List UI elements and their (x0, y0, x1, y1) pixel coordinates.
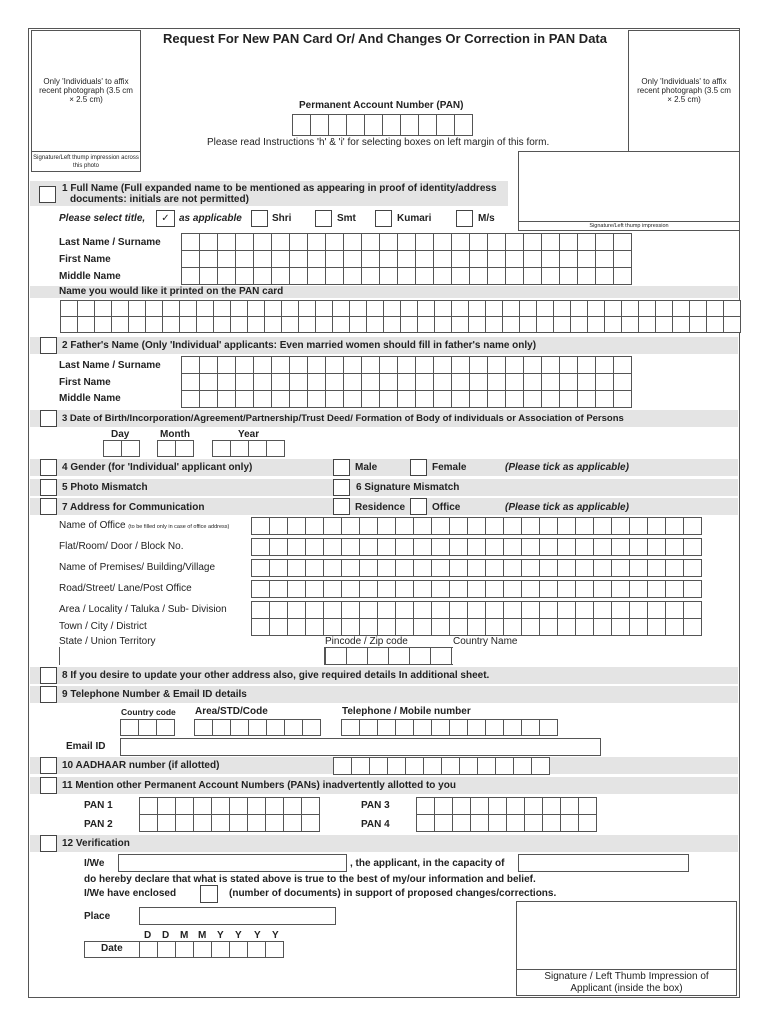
address-note: (Please tick as applicable) (505, 502, 629, 513)
address-office-checkbox[interactable] (410, 498, 427, 515)
section-12-band (30, 835, 738, 852)
place-input[interactable] (139, 907, 336, 925)
state-country-row (59, 647, 710, 665)
place-label: Place (84, 911, 111, 922)
town-label: Town / City / District (59, 621, 147, 632)
enclosed-label: I/We have enclosed (84, 888, 177, 899)
photo-signature-caption: Signature/Left thump impression across this photo (32, 151, 140, 171)
telephone-label: Telephone / Mobile number (342, 706, 471, 717)
date-letter: D (162, 930, 170, 941)
title-label-shri: Shri (272, 213, 292, 224)
section-1-checkbox[interactable] (39, 186, 56, 203)
s1-first-name-label: First Name (59, 254, 111, 265)
instructions-note: Please read Instructions 'h' & 'i' for selecting boxes on left margin of this form. (207, 137, 550, 148)
country-code-boxes[interactable] (120, 719, 175, 736)
gender-female-label: Female (432, 462, 467, 473)
section-11-heading: 11 Mention other Permanent Account Numbers (PANs) inadvertently allotted to you (62, 780, 456, 791)
section-1-heading: 1 Full Name (Full expanded name to be mentioned as appearing in proof of identity/address (62, 183, 497, 194)
photo-box-right[interactable] (628, 30, 740, 154)
area-code-boxes[interactable] (194, 719, 321, 736)
section-3-heading: 3 Date of Birth/Incorporation/Agreement/Partnership/Trust Deed/ Formation of Body of individuals or Association of Persons (62, 413, 624, 424)
s2-middle-name-label: Middle Name (59, 393, 121, 404)
section-6-checkbox[interactable] (333, 479, 350, 496)
address-office-label: Office (432, 502, 461, 513)
title-checkbox-ms[interactable] (456, 210, 473, 227)
section-1-heading-line2: documents: initials are not permitted) (70, 194, 249, 205)
form-title: Request For New PAN Card Or/ And Changes Or Correction in PAN Data (163, 31, 607, 46)
title-checkbox-shri[interactable] (251, 210, 268, 227)
declaration-text: do hereby declare that what is stated above is true to the best of my/our information and belief. (84, 874, 536, 885)
photo-instructions-right: Only 'Individuals' to affix recent photograph (3.5 cm × 2.5 cm) (637, 77, 731, 104)
office-name-note: (to be filled only in case of office address) (128, 524, 230, 530)
country-input[interactable] (453, 647, 710, 665)
documents-count-box[interactable] (200, 885, 218, 903)
photo-instructions: Only 'Individuals' to affix recent photograph (3.5 cm × 2.5 cm) (39, 77, 133, 104)
pan2-label: PAN 2 (84, 819, 113, 830)
flat-label: Flat/Room/ Door / Block No. (59, 541, 184, 552)
section-5-heading: 5 Photo Mismatch (62, 482, 148, 493)
select-title-label: Please select title, (59, 213, 146, 224)
applicant-name-input[interactable] (118, 854, 347, 872)
country-code-label: Country code (121, 707, 176, 717)
date-label-box (84, 941, 140, 958)
dob-month-boxes[interactable] (157, 440, 194, 457)
s1-middle-name-label: Middle Name (59, 271, 121, 282)
pan1-pan2-grid[interactable] (139, 797, 320, 832)
s2-first-name-label: First Name (59, 377, 111, 388)
dob-year-label: Year (238, 429, 260, 440)
office-name-label (59, 520, 229, 531)
office-name-text: Name of Office (59, 520, 126, 531)
date-letter: Y (272, 930, 279, 941)
email-label: Email ID (66, 741, 106, 752)
dob-day-label: Day (111, 429, 130, 440)
section-4-heading: 4 Gender (for 'Individual' applicant only) (62, 462, 253, 473)
title-checkbox-smt[interactable] (315, 210, 332, 227)
flat-grid[interactable] (251, 538, 702, 556)
email-input[interactable] (120, 738, 601, 756)
title-label-smt: Smt (337, 213, 356, 224)
date-letter: Y (235, 930, 242, 941)
section-9-heading: 9 Telephone Number & Email ID details (62, 689, 247, 700)
title-label-ms: M/s (478, 213, 495, 224)
pincode-boxes[interactable] (325, 647, 452, 665)
office-name-grid[interactable] (251, 517, 702, 535)
section-2-checkbox[interactable] (40, 337, 57, 354)
section-10-checkbox[interactable] (40, 757, 57, 774)
section-5-checkbox[interactable] (40, 479, 57, 496)
pan4-label: PAN 4 (361, 819, 390, 830)
gender-male-label: Male (355, 462, 378, 473)
area-town-grid[interactable] (251, 601, 702, 636)
section-7-heading: 7 Address for Communication (62, 502, 205, 513)
area-label: Area / Locality / Taluka / Sub- Division (59, 604, 227, 615)
gender-note: (Please tick as applicable) (505, 462, 629, 473)
applicant-signature-box[interactable] (516, 901, 737, 996)
section-11-checkbox[interactable] (40, 777, 57, 794)
pan3-label: PAN 3 (361, 800, 390, 811)
print-name-label: Name you would like it printed on the PAN card (59, 286, 284, 297)
as-applicable-label: as applicable (179, 213, 242, 224)
section-12-heading: 12 Verification (62, 838, 130, 849)
signature-box-top[interactable] (518, 151, 740, 231)
s1-last-name-label: Last Name / Surname (59, 237, 161, 248)
road-grid[interactable] (251, 580, 702, 598)
gender-male-checkbox[interactable] (333, 459, 350, 476)
title-label-kumari: Kumari (397, 213, 432, 224)
photo-box-left[interactable] (31, 30, 141, 172)
section-9-checkbox[interactable] (40, 686, 57, 703)
premises-label: Name of Premises/ Building/Village (59, 562, 216, 573)
state-label: State / Union Territory (59, 636, 156, 647)
aadhaar-boxes[interactable] (333, 757, 550, 775)
s2-last-name-label: Last Name / Surname (59, 360, 161, 371)
s1-name-grid[interactable] (181, 233, 632, 285)
pan-label: Permanent Account Number (PAN) (299, 100, 464, 111)
date-letter: Y (254, 930, 261, 941)
date-letter: M (198, 930, 207, 941)
pan1-label: PAN 1 (84, 800, 113, 811)
pincode-label: Pincode / Zip code (325, 636, 408, 647)
title-tick-example: ✓ (156, 210, 175, 227)
print-name-grid[interactable] (60, 300, 741, 333)
capacity-input[interactable] (518, 854, 689, 872)
iwe-label: I/We (84, 858, 105, 869)
section-4-checkbox[interactable] (40, 459, 57, 476)
date-letter: D (144, 930, 152, 941)
state-input[interactable] (60, 647, 325, 665)
date-boxes[interactable] (139, 941, 284, 958)
title-checkbox-kumari[interactable] (375, 210, 392, 227)
dob-year-boxes[interactable] (212, 440, 285, 457)
signature-box-caption: Signature/Left thump impression (519, 221, 739, 229)
address-residence-label: Residence (355, 502, 406, 513)
area-code-label: Area/STD/Code (195, 706, 268, 717)
country-label: Country Name (453, 636, 518, 647)
capacity-label: , the applicant, in the capacity of (350, 858, 505, 869)
date-label: Date (101, 943, 123, 954)
date-letter: M (180, 930, 189, 941)
gender-female-checkbox[interactable] (410, 459, 427, 476)
date-letter: Y (217, 930, 224, 941)
section-3-checkbox[interactable] (40, 410, 57, 427)
section-7-checkbox[interactable] (40, 498, 57, 515)
dob-day-boxes[interactable] (103, 440, 140, 457)
pan3-pan4-grid[interactable] (416, 797, 597, 832)
s2-name-grid[interactable] (181, 356, 632, 408)
telephone-boxes[interactable] (341, 719, 558, 736)
address-residence-checkbox[interactable] (333, 498, 350, 515)
section-2-heading: 2 Father's Name (Only 'Individual' applicants: Even married women should fill in father's name only) (62, 340, 537, 351)
section-6-heading: 6 Signature Mismatch (356, 482, 460, 493)
pan-number-boxes[interactable] (292, 114, 473, 136)
road-label: Road/Street/ Lane/Post Office (59, 583, 192, 594)
premises-grid[interactable] (251, 559, 702, 577)
section-8-heading: 8 If you desire to update your other address also, give required details In additional sheet. (62, 670, 490, 681)
section-10-heading: 10 AADHAAR number (if allotted) (62, 760, 220, 771)
dob-month-label: Month (160, 429, 190, 440)
section-12-checkbox[interactable] (40, 835, 57, 852)
applicant-signature-caption: Signature / Left Thumb Impression of Applicant (inside the box) (517, 969, 736, 995)
section-8-checkbox[interactable] (40, 667, 57, 684)
enclosed-tail: (number of documents) in support of proposed changes/corrections. (229, 888, 557, 899)
